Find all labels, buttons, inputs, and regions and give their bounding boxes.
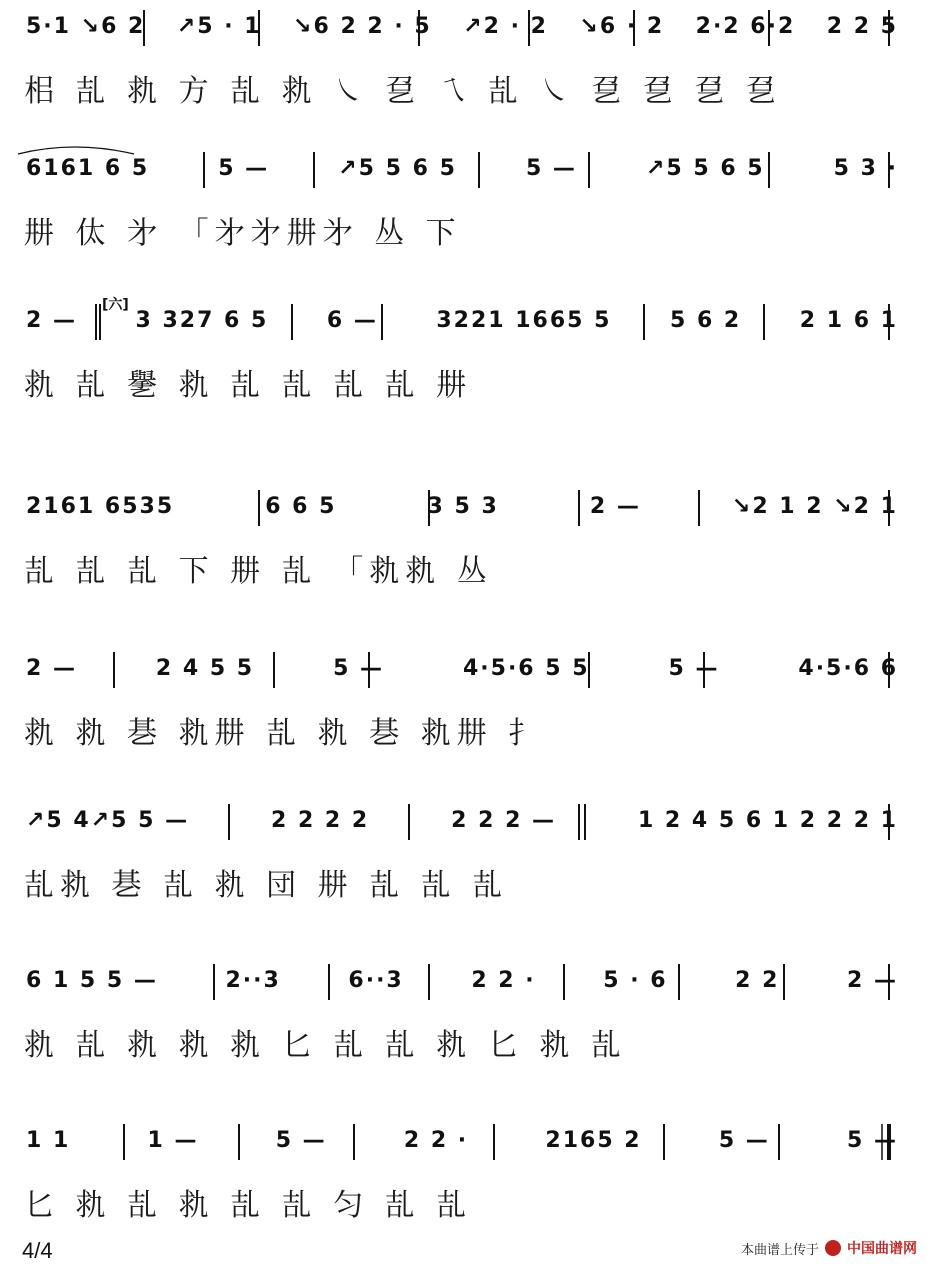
measure: 1 1 (26, 1128, 71, 1153)
staff-measures-8 (22, 1128, 902, 1153)
measure: 3 5 3 (427, 494, 499, 519)
measure: 4·5·6 6 (798, 656, 898, 681)
number-notation-line-4 (14, 486, 909, 542)
measure: 5 — (275, 1128, 327, 1153)
measure: 3 327 6 5 (135, 308, 269, 333)
measure: ↘6 2 2 · 5 (293, 14, 432, 39)
number-notation-line-2 (14, 148, 909, 204)
page-number: 4/4 (22, 1238, 53, 1263)
measure: 2165 2 (545, 1128, 642, 1153)
score-system-2 (14, 148, 909, 264)
measure: 5 — (525, 156, 577, 181)
section-marker: [六] (102, 297, 129, 313)
measure: 5 — (668, 656, 720, 681)
measure: 2··3 (225, 968, 281, 993)
score-system-4 (14, 486, 909, 602)
measure: 4·5·6 5 5 (462, 656, 590, 681)
measure: 2 — (26, 308, 77, 333)
measure: 6161 6 5 (26, 156, 150, 181)
staff-measures-2 (22, 156, 902, 181)
site-name[interactable]: 中国曲谱网 (847, 1240, 917, 1256)
measure: 2 2 · (471, 968, 536, 993)
site-logo-icon (825, 1240, 841, 1256)
number-notation-line-6 (14, 800, 909, 856)
number-notation-line-5 (14, 648, 909, 704)
measure: 1 — (147, 1128, 199, 1153)
jianzi-tablature-line-1: 㭒 㐖 㐜 方 㐖 㐜 ㇏ 㐒 ㇝ 㐖 ㇏ 㐒 㐒 㐒 㐒 (24, 74, 782, 109)
measure: 2161 6535 (26, 494, 175, 519)
staff-measures-3 (22, 308, 902, 333)
staff-measures-6 (22, 808, 902, 833)
measure: ↗5 · 1 (176, 14, 262, 39)
measure: ↘6 · 2 (579, 14, 665, 39)
measure: 2 2 · (403, 1128, 469, 1153)
measure: 2 — (847, 968, 898, 993)
jianzi-tablature-line-5: 㐜 㐜 㐞 㐜㐩 㐖 㐜 㐞 㐜㐩 扌 (24, 716, 545, 751)
measure: 5 — (718, 1128, 770, 1153)
jianzi-tablature-line-2: 㐩 㑀 㐧 「㐧㐧㐩㐧 丛 下 (24, 216, 462, 251)
jianzi-tablature-line-3: 㐜 㐖 㐦 㐜 㐖 㐖 㐖 㐖 㐩 (24, 368, 473, 403)
measure: ↗5 5 6 5 (338, 156, 457, 181)
measure: 5 — (218, 156, 270, 181)
jianzi-tablature-line-8: 匕 㐜 㐖 㐜 㐖 㐖 匀 㐖 㐖 (24, 1188, 473, 1223)
measure: ↘2 1 2 ↘2 1 (731, 494, 898, 519)
jianzi-tablature-line-4: 㐖 㐖 㐖 下 㐩 㐖 「㐜㐜 丛 (24, 554, 493, 589)
number-notation-line-7 (14, 960, 909, 1016)
measure: 5 — (847, 1128, 898, 1153)
measure: 5·1 ↘6 2 (26, 14, 146, 39)
staff-measures-7 (22, 968, 902, 993)
score-system-3 (14, 297, 909, 416)
staff-measures-1 (22, 14, 902, 39)
measure: 6 — (326, 308, 378, 333)
measure: 5 — (333, 656, 385, 681)
staff-measures-4 (22, 494, 902, 519)
staff-measures-5 (22, 656, 902, 681)
score-system-1 (14, 6, 909, 122)
score-system-7 (14, 960, 909, 1076)
number-notation-line-8 (14, 1120, 909, 1176)
footer-source (741, 1238, 917, 1258)
measure: 2 1 6 1 (799, 308, 898, 333)
measure: 6··3 (348, 968, 404, 993)
jianzi-tablature-line-7: 㐜 㐖 㐜 㐜 㐜 匕 㐖 㐖 㐜 匕 㐜 㐖 (24, 1028, 627, 1063)
measure: 2 2 2 — (451, 808, 557, 833)
score-system-8 (14, 1120, 909, 1236)
measure: 5 · 6 (603, 968, 668, 993)
measure: ↗5 5 6 5 (645, 156, 765, 181)
measure: 2 — (589, 494, 641, 519)
score-system-5 (14, 648, 909, 764)
upload-note: 本曲谱上传于 (740, 1241, 819, 1257)
measure: 6 1 5 5 — (26, 968, 158, 993)
measure: 1 2 4 5 6 1 2 2 2 1 (637, 808, 898, 833)
measure: ↗2 · 2 (463, 14, 548, 39)
measure: ↗5 4↗5 5 — (26, 808, 190, 833)
measure: 2 2 5 (826, 14, 898, 39)
measure: 6 6 5 (265, 494, 337, 519)
measure: 2 2 2 2 (271, 808, 370, 833)
measure: 5 3 · (833, 156, 898, 181)
measure: 2 2 (735, 968, 780, 993)
score-system-6 (14, 800, 909, 916)
measure: 2 — (26, 656, 77, 681)
measure: 5 6 2 (669, 308, 742, 333)
measure: 2 4 5 5 (155, 656, 255, 681)
measure: 2·2 6·2 (695, 14, 796, 39)
jianzi-tablature-line-6: 㐖㐜 㐞 㐖 㐜 団 㐩 㐖 㐖 㐖 (24, 868, 509, 903)
measure: 3221 1665 5 (436, 308, 612, 333)
number-notation-line-1 (14, 6, 909, 62)
number-notation-line-3 (14, 300, 909, 356)
